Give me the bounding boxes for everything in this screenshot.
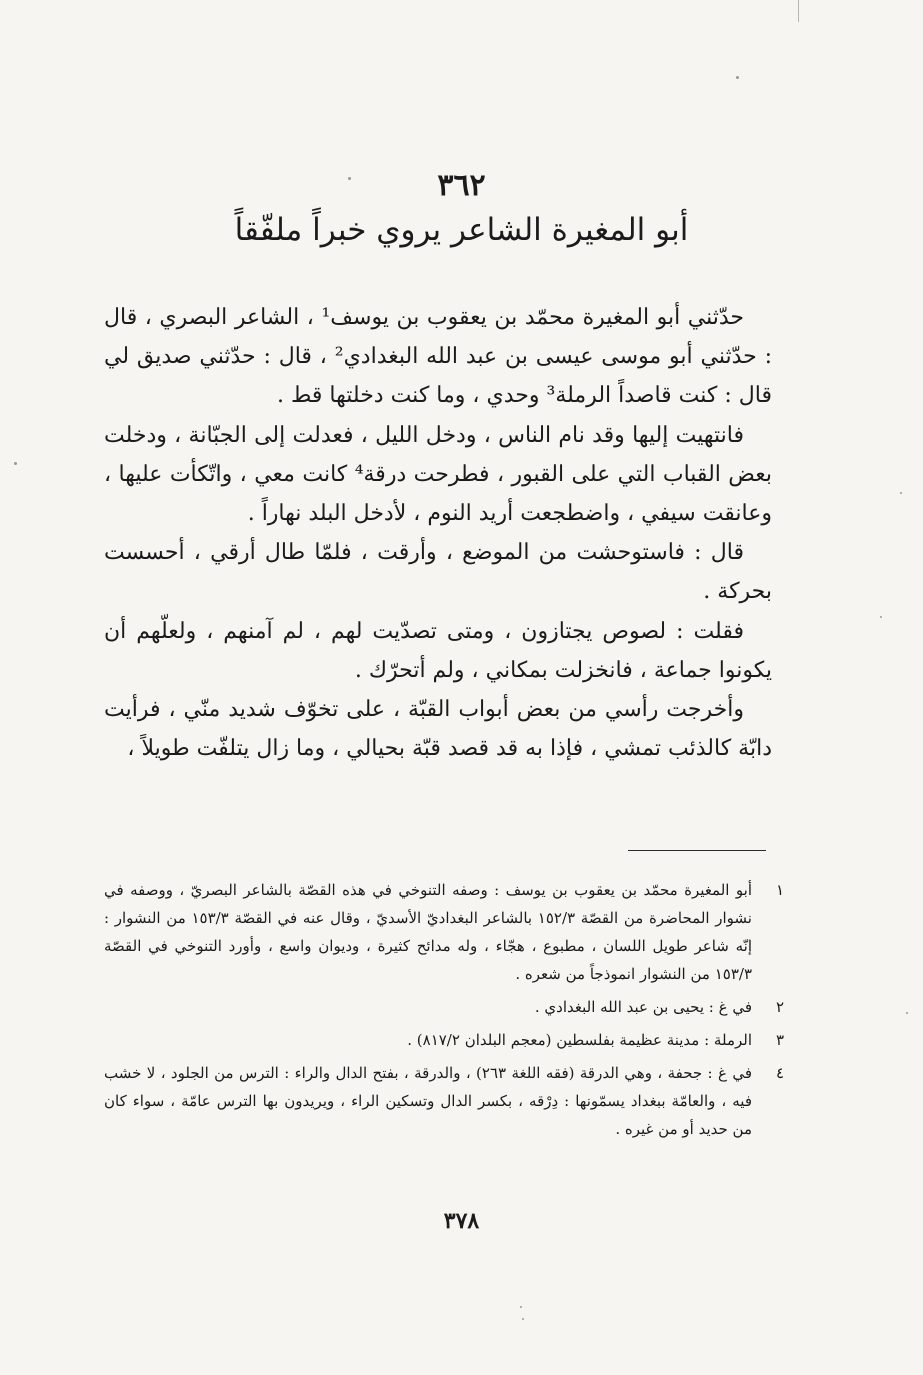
scan-speck (520, 1306, 522, 1308)
scan-speck (14, 462, 17, 465)
footnote-text: أبو المغيرة محمّد بن يعقوب بن يوسف : وصفه التنوخي في هذه القصّة بالشاعر البصريّ ، ووصفه في نشوار المحاضرة من القصّة ١٥٢/٣ بالشاعر البغداديّ الأسديّ ، وقال عنه في القصّة ١٥٣/٣ من النشوار : إنّه شاعر طويل اللسان ، مطبوع ، هجّاء ، وله مدائح كثيرة ، وديوان واسع ، وأورد التنوخي في القصّة ١٥٣/٣ من النشوار انموذجاً من شعره . (104, 881, 752, 983)
scan-speck (906, 1012, 908, 1014)
footnote-text: في غ : يحيى بن عبد الله البغدادي . (534, 998, 752, 1016)
body-paragraph: قال : فاستوحشت من الموضع ، وأرقت ، فلمّا طال أرقي ، أحسست بحركة . (104, 540, 772, 605)
scan-speck (900, 492, 902, 494)
scan-edge-mark (798, 0, 799, 22)
footnote-item (104, 1026, 784, 1054)
body-paragraph: فانتهيت إليها وقد نام الناس ، ودخل الليل ، فعدلت إلى الجبّانة ، ودخلت بعض القباب التي على القبور ، فطرحت درقة⁴ كانت معي ، واتّكأت عليها ، وعانقت سيفي ، واضطجعت أريد النوم ، لأدخل البلد نهاراً . (104, 422, 772, 527)
scan-speck (522, 1318, 524, 1320)
footnote-number: ١ (775, 881, 784, 899)
scan-speck (880, 616, 882, 618)
body-paragraph: فقلت : لصوص يجتازون ، ومتى تصدّيت لهم ، لم آمنهم ، ولعلّهم أن يكونوا جماعة ، فانخزلت بمكاني ، ولم أتحرّك . (104, 618, 772, 683)
footnote-number: ٣ (775, 1031, 784, 1049)
footnote-item (104, 876, 784, 988)
story-number: ٣٦٢ (437, 168, 486, 203)
page-number: ٣٧٨ (443, 1208, 480, 1234)
footnote-item (104, 1059, 784, 1143)
story-body (104, 298, 772, 768)
footnote-item (104, 993, 784, 1021)
footnote-divider (628, 850, 766, 851)
body-paragraph: حدّثني أبو المغيرة محمّد بن يعقوب بن يوسف¹ ، الشاعر البصري ، قال : حدّثني أبو موسى عيسى بن عبد الله البغدادي² ، قال : حدّثني صديق لي قال : كنت قاصداً الرملة³ وحدي ، وما كنت دخلتها قط . (104, 305, 772, 409)
footnote-text: في غ : جحفة ، وهي الدرقة (فقه اللغة ٢٦٣) ، والدرقة ، بفتح الدال والراء : الترس من الجلود ، لا خشب فيه ، والعامّة ببغداد يسمّونها : دِرْقه ، بكسر الدال وتسكين الراء ، ويريدون بها الترس عامّة ، سواء كان من حديد أو من غيره . (104, 1064, 752, 1138)
footnote-text: الرملة : مدينة عظيمة بفلسطين (معجم البلدان ٨١٧/٢) . (407, 1031, 752, 1049)
footnotes (104, 876, 784, 1148)
story-title: أبو المغيرة الشاعر يروي خبراً ملفّقاً (234, 212, 689, 248)
footnote-number: ٤ (775, 1064, 784, 1082)
footnote-number: ٢ (775, 998, 784, 1016)
body-paragraph: وأخرجت رأسي من بعض أبواب القبّة ، على تخوّف شديد منّي ، فرأيت دابّة كالذئب تمشي ، فإذا به قد قصد قبّة بحيالي ، وما زال يتلفّت طويلاً ، (104, 697, 772, 762)
scan-speck (736, 76, 739, 79)
